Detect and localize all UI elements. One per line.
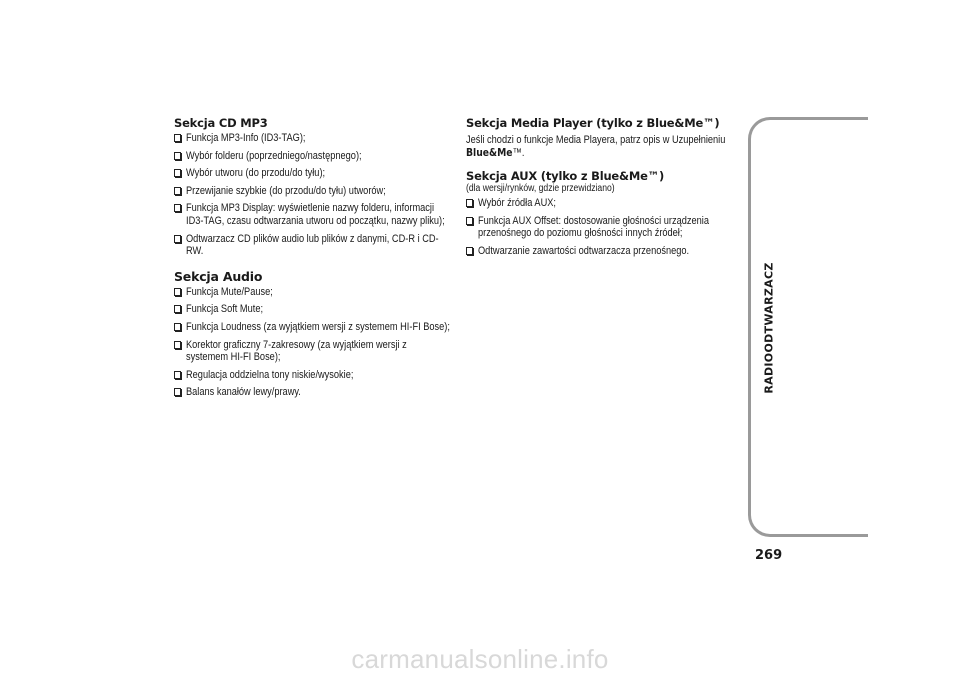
list-item: Regulacja oddzielna tony niskie/wysokie; [174,369,446,382]
checkbox-bullet-icon [174,371,181,379]
section-heading-audio: Sekcja Audio [174,268,263,284]
checkbox-bullet-icon [174,134,181,142]
blue-me-brand: Blue&Me [466,145,513,159]
checkbox-bullet-icon [174,187,181,195]
cd-mp3-list [174,132,446,258]
list-item: Korektor graficzny 7-zakresowy (za wyjątkiem wersji z systemem HI-FI Bose); [174,339,446,364]
aux-list [466,197,738,257]
section-heading-media-player: Sekcja Media Player (tylko z Blue&Me™) [466,116,720,130]
list-item: Balans kanałów lewy/prawy. [174,386,446,399]
media-player-paragraph: Jeśli chodzi o funkcje Media Playera, patrz opis w Uzupełnieniu Blue&Me™. [466,134,726,159]
list-item: Funkcja Mute/Pause; [174,286,446,299]
section-heading-aux: Sekcja AUX (tylko z Blue&Me™) [466,169,665,184]
checkbox-bullet-icon [174,152,181,160]
checkbox-bullet-icon [466,217,473,225]
list-item: Wybór utworu (do przodu/do tyłu); [174,167,446,180]
checkbox-bullet-icon [466,247,473,255]
checkbox-bullet-icon [466,199,473,207]
checkbox-bullet-icon [174,235,181,243]
list-item: Funkcja MP3-Info (ID3-TAG); [174,132,446,145]
checkbox-bullet-icon [174,204,181,212]
right-column [466,116,738,263]
aux-subheading: (dla wersji/rynków, gdzie przewidziano) [466,183,615,195]
checkbox-bullet-icon [174,288,181,296]
checkbox-bullet-icon [174,388,181,396]
list-item: Funkcja AUX Offset: dostosowanie głośności urządzenia przenośnego do poziomu głośności innych źródeł; [466,215,738,240]
section-heading-cd-mp3: Sekcja CD MP3 [174,116,268,130]
side-tab-label: RADIOODTWARZACZ [762,262,776,394]
list-item: Przewijanie szybkie (do przodu/do tyłu) utworów; [174,185,446,198]
left-column [174,116,450,404]
list-item: Funkcja Loudness (za wyjątkiem wersji z systemem HI-FI Bose); [174,321,446,334]
list-item: Funkcja Soft Mute; [174,303,446,316]
audio-list [174,285,450,399]
checkbox-bullet-icon [174,169,181,177]
watermark: carmanualsonline.info [351,644,609,674]
checkbox-bullet-icon [174,305,181,313]
list-item: Wybór folderu (poprzedniego/następnego); [174,150,446,163]
list-item: Odtwarzacz CD plików audio lub plików z danymi, CD-R i CD- RW. [174,233,446,258]
list-item: Wybór źródła AUX; [466,197,738,210]
page-number: 269 [755,548,783,563]
list-item: Funkcja MP3 Display: wyświetlenie nazwy folderu, informacji ID3-TAG, czasu odtwarzania utworu od początku, nazwy pliku); [174,202,446,227]
checkbox-bullet-icon [174,341,181,349]
checkbox-bullet-icon [174,323,181,331]
list-item: Odtwarzanie zawartości odtwarzacza przenośnego. [466,245,738,258]
